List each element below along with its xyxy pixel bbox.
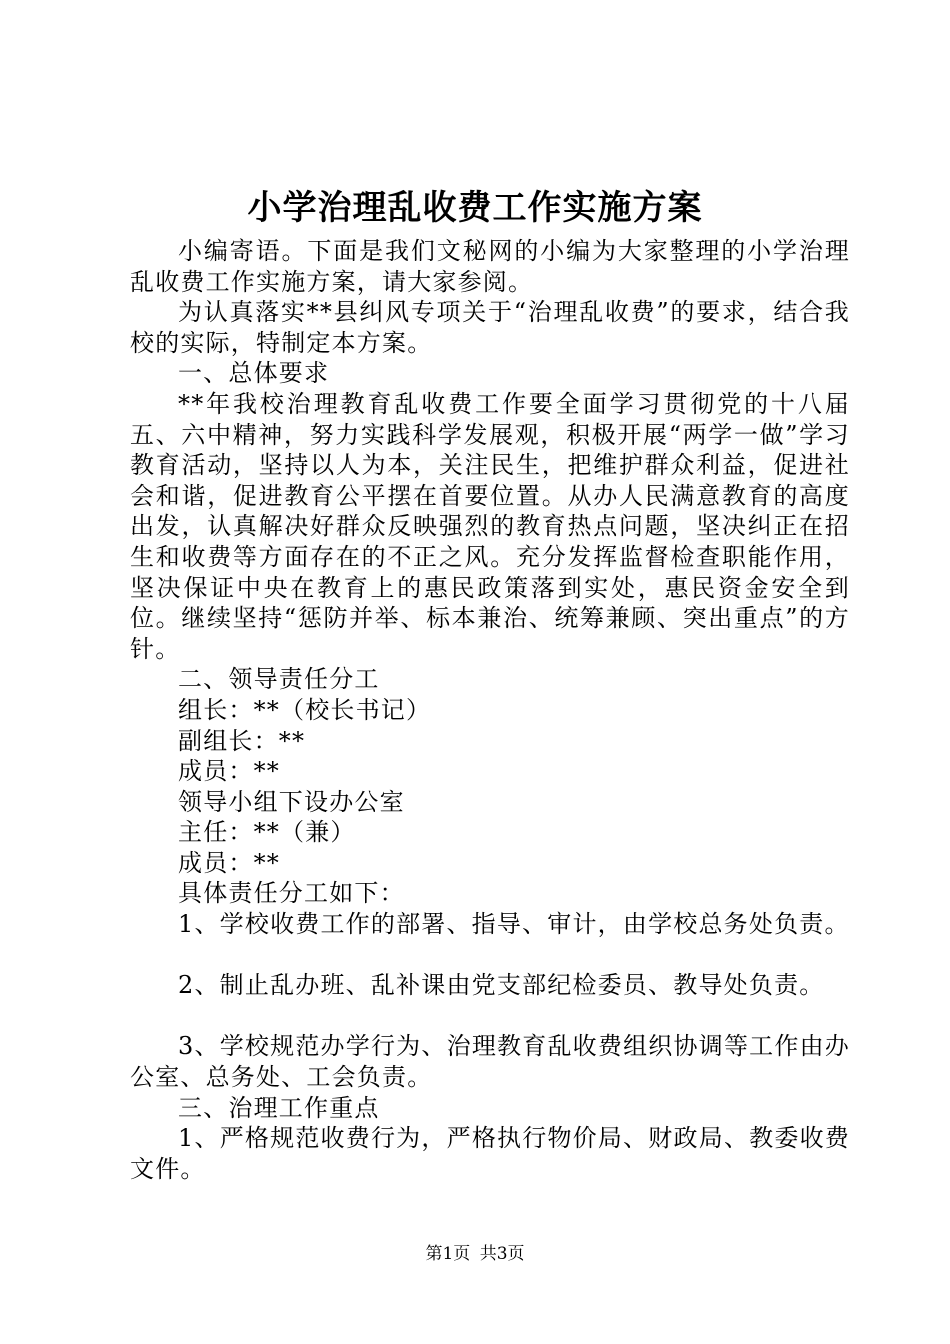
- page-total: 共3页: [479, 1244, 525, 1264]
- line-deputy-leader: 副组长：**: [178, 726, 306, 755]
- line-division-intro: 具体责任分工如下：: [178, 879, 405, 908]
- focus-item-1: 1、严格规范收费行为，严格执行物价局、财政局、教委收费文件。: [130, 1124, 850, 1183]
- list-item-2: 2、制止乱办班、乱补课由党支部纪检委员、教导处负责。: [178, 971, 825, 1000]
- paragraph-intro: 小编寄语。下面是我们文秘网的小编为大家整理的小学治理乱收费工作实施方案，请大家参阅。: [130, 237, 850, 296]
- section-heading-general: 一、总体要求: [178, 359, 330, 388]
- line-members: 成员：**: [178, 757, 280, 786]
- page-footer: [0, 1243, 950, 1265]
- section-heading-leadership: 二、领导责任分工: [178, 665, 380, 694]
- line-office: 领导小组下设办公室: [178, 787, 405, 816]
- paragraph-purpose: 为认真落实**县纠风专项关于“治理乱收费”的要求，结合我校的实际，特制定本方案。: [130, 298, 850, 357]
- page-number: 第1页: [425, 1244, 471, 1264]
- line-leader: 组长：**（校长书记）: [178, 695, 432, 724]
- section-heading-focus: 三、治理工作重点: [178, 1093, 380, 1122]
- document-body: [130, 236, 850, 1184]
- document-title: 小学治理乱收费工作实施方案: [247, 188, 703, 228]
- list-item-1: 1、学校收费工作的部署、指导、审计，由学校总务处负责。: [178, 910, 850, 939]
- line-office-members: 成员：**: [178, 848, 280, 877]
- list-item-3: 3、学校规范办学行为、治理教育乱收费组织协调等工作由办公室、总务处、工会负责。: [130, 1032, 850, 1092]
- line-director: 主任：**（兼）: [178, 818, 356, 847]
- paragraph-general-requirements: **年我校治理教育乱收费工作要全面学习贯彻党的十八届五、六中精神，努力实践科学发展观，积极开展“两学一做”学习教育活动，坚持以人为本，关注民生，把维护群众利益，促进社会和谐，促进教育公平摆在首要位置。从办人民满意教育的高度出发，认真解决好群众反映强烈的教育热点问题，坚决纠正在招生和收费等方面存在的不正之风。充分发挥监督检查职能作用，坚决保证中央在教育上的惠民政策落到实处，惠民资金安全到位。继续坚持“惩防并举、标本兼治、统筹兼顾、突出重点”的方针。: [130, 389, 850, 663]
